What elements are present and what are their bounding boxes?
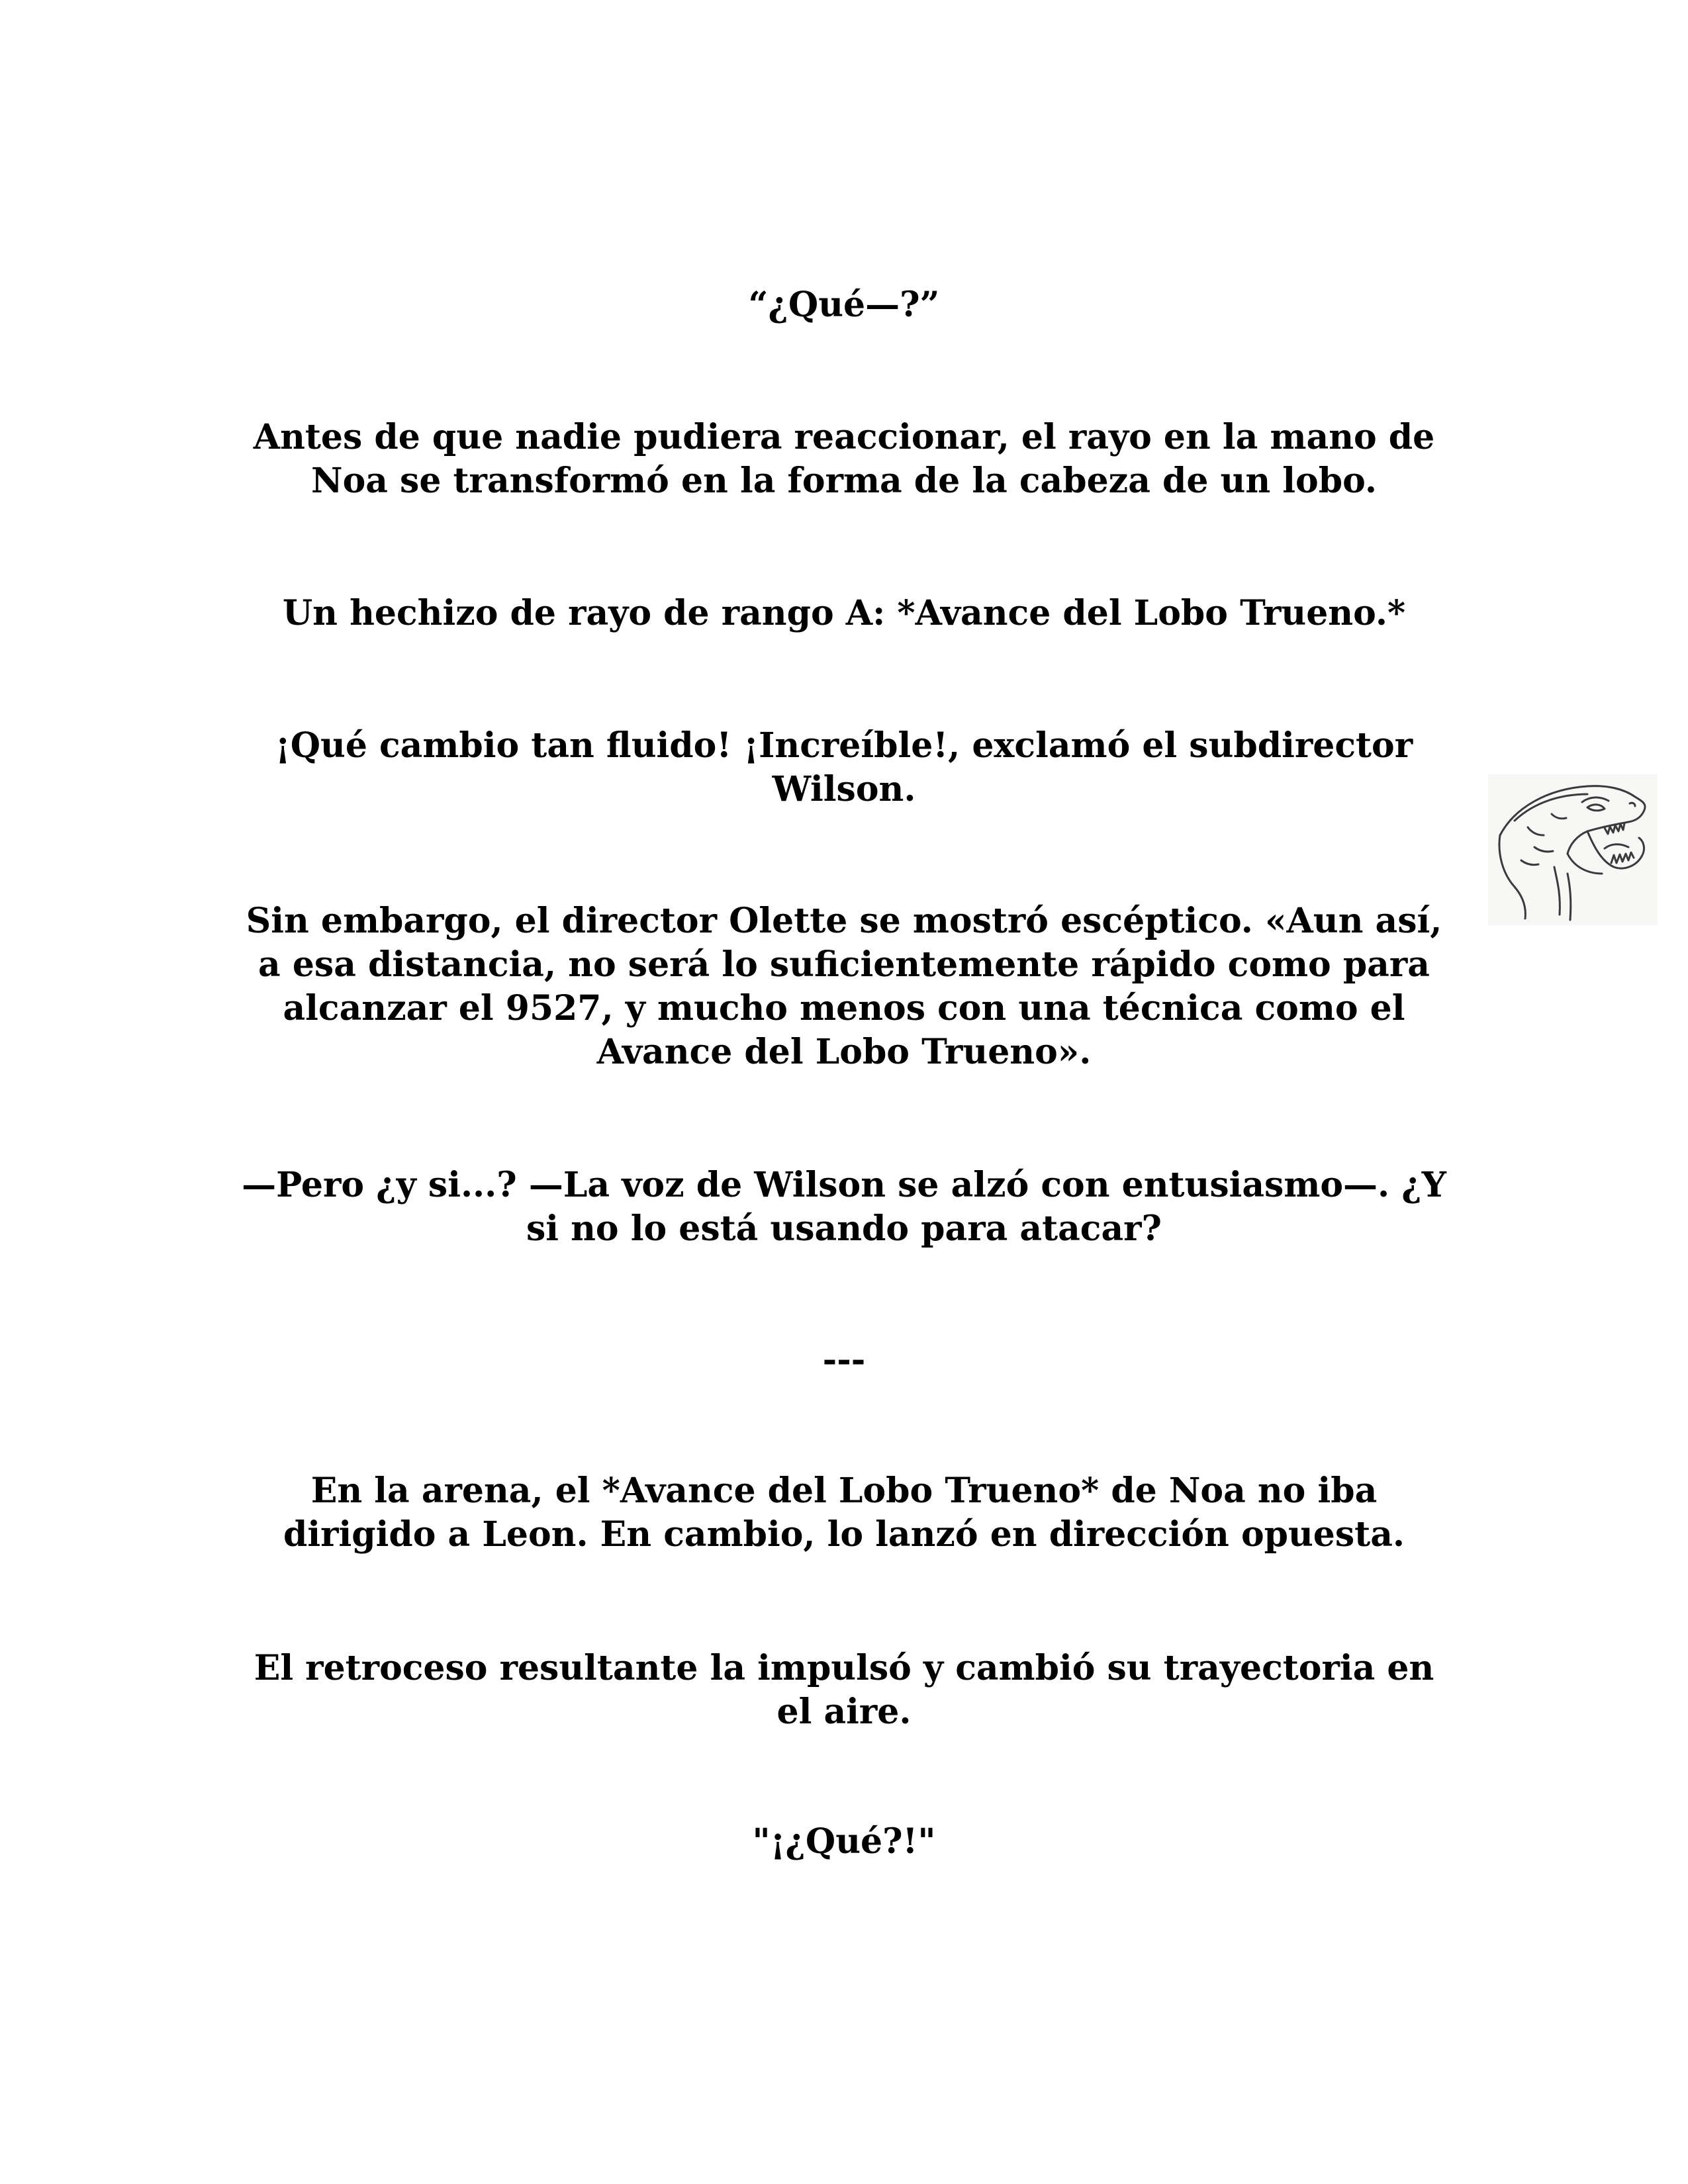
dinosaur-head-sketch-icon — [1488, 774, 1658, 925]
paragraph-2: Antes de que nadie pudiera reaccionar, el rayo en la mano de Noa se transformó en la forma de la cabeza de un lobo. — [253, 417, 1435, 501]
paragraph-5: Sin embargo, el director Olette se mostró escéptico. «Aun así, a esa distancia, no será lo suficientemente rápido como para alcanzar el 9527, y mucho menos con una técnica como el Avance del Lobo Trueno». — [246, 901, 1442, 1072]
paragraph-10: "¡¿Qué?!" — [752, 1821, 936, 1862]
paragraph-4: ¡Qué cambio tan fluido! ¡Increíble!, exclamó el subdirector Wilson. — [275, 725, 1413, 809]
paragraph-8: En la arena, el *Avance del Lobo Trueno* de Noa no iba dirigido a Leon. En cambio, lo lanzó en dirección opuesta. — [283, 1471, 1405, 1555]
paragraph-9: El retroceso resultante la impulsó y cambió su trayectoria en el aire. — [254, 1648, 1434, 1732]
paragraph-1: “¿Qué—?” — [748, 285, 940, 325]
paragraph-6: —Pero ¿y si...? —La voz de Wilson se alzó con entusiasmo—. ¿Y si no lo está usando para atacar? — [242, 1165, 1446, 1249]
paragraph-3: Un hechizo de rayo de rango A: *Avance del Lobo Trueno.* — [282, 593, 1406, 633]
section-divider: --- — [822, 1340, 866, 1380]
